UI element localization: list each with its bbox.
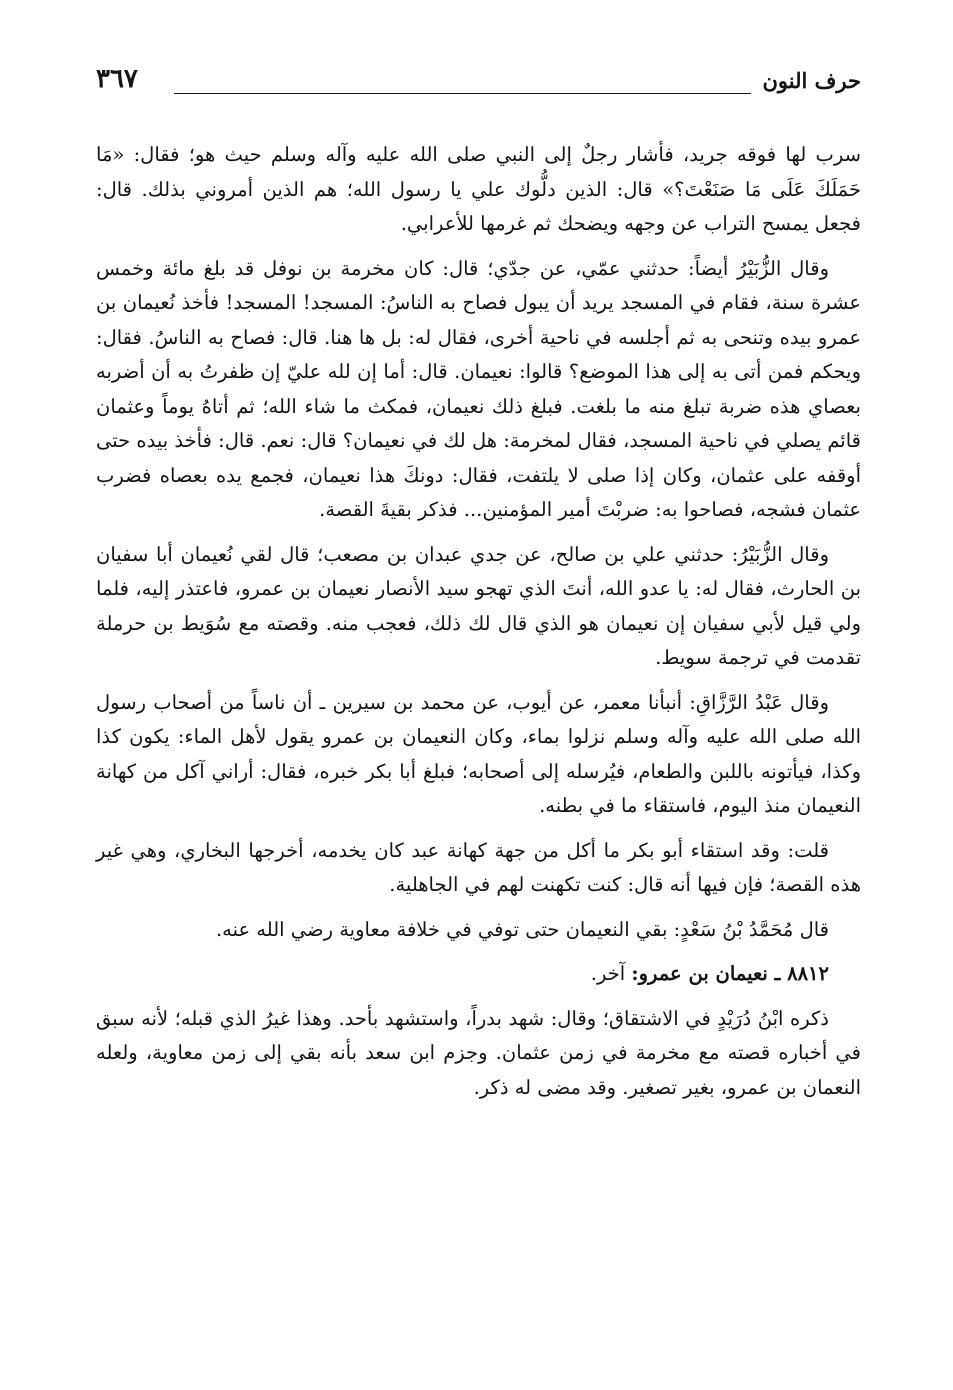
entry-heading	[96, 957, 861, 992]
paragraph-ibn-durayd: ذكره ابْنُ دُرَيْدٍ في الاشتقاق؛ وقال: شهد بدراً، واستشهد بأحد. وهذا غيرُ الذي قبله؛ لأنه سبق في أخباره قصته مع مخرمة في زمن عثمان. وجزم ابن سعد بأنه بقي إلى زمن معاوية، ولعله النعمان بن عمرو، بغير تصغير. وقد مضى له ذكر.	[96, 1006, 861, 1099]
paragraph-continued: سرب لها فوقه جريد، فأشار رجلٌ إلى النبي صلى الله عليه وآله وسلم حيث هو؛ فقال: «مَا حَمَلَكَ عَلَى مَا صَنَعْتَ؟» قال: الذين دلُّوك علي يا رسول الله؛ هم الذين أمروني بذلك. قال: فجعل يمسح التراب عن وجهه ويضحك ثم غرمها للأعرابي.	[96, 143, 861, 235]
entry-name: نعيمان بن عمرو:	[631, 962, 768, 985]
paragraph-zubayr-makhrama: وقال الزُّبَيْرُ أيضاً: حدثني عمّي، عن جدّي؛ قال: كان مخرمة بن نوفل قد بلغ مائة وخمس عشرة سنة، فقام في المسجد يريد أن يبول فصاح به الناسُ: المسجد! المسجد! فأخذ نُعيمان بن عمرو بيده وتنحى به ثم أجلسه في ناحية أخرى، فقال له: بل ها هنا. قال: فصاح به الناسُ. فقال: ويحكم فمن أتى به إلى هذا الموضع؟ قالوا: نعيمان. قال: أما إن لله عليّ إن ظفرتُ به أن أضربه بعصاي هذه ضربة تبلغ منه ما بلغت. فبلغ ذلك نعيمان، فمكث ما شاء الله؛ ثم أتاهُ يوماً وعثمان قائم يصلي في ناحية المسجد، فقال لمخرمة: هل لك في نعيمان؟ قال: نعم. قال: فأخذ بيده حتى أوقفه على عثمان، وكان إذا صلى لا يلتفت، فقال: دونكَ هذا نعيمان، فجمع يده بعصاه فضرب عثمان فشجه، فصاحوا به: ضربْتَ أمير المؤمنين... فذكر بقيةَ القصة.	[96, 256, 861, 521]
entry-note: آخر.	[590, 962, 632, 985]
page-number: ٣٦٧	[96, 64, 138, 94]
running-title: حرف النون	[762, 68, 861, 93]
running-head	[96, 62, 861, 98]
header-rule	[174, 93, 751, 94]
paragraph-ibn-saad: قال مُحَمَّدُ بْنُ سَعْدٍ: بقي النعيمان حتى توفي في خلافة معاوية رضي الله عنه.	[215, 917, 829, 941]
paragraph-zubayr-abu-sufyan: وقال الزُّبَيْرُ: حدثني علي بن صالح، عن جدي عبدان بن مصعب؛ قال لقي نُعيمان أبا سفيان بن الحارث، فقال له: يا عدو الله، أنتَ الذي تهجو سيد الأنصار نعيمان بن عمرو، فاعتذر إليه، فلما ولي قيل لأبي سفيان إن نعيمان هو الذي قال لك ذلك، فعجب منه. وقصته مع سُوَيط بن حرملة تقدمت في ترجمة سويط.	[96, 542, 861, 669]
paragraph-qultu: قلت: وقد استقاء أبو بكر ما أكل من جهة كهانة عبد كان يخدمه، أخرجها البخاري، وهي غير هذه القصة؛ فإن فيها أنه قال: كنت تكهنت لهم في الجاهلية.	[96, 838, 861, 896]
entry-number: ٨٨١٢	[787, 962, 829, 985]
entry-separator: ـ	[767, 962, 788, 985]
page-body	[96, 138, 861, 1115]
paragraph-abdulrazzaq: وقال عَبْدُ الرَّزَّاقِ: أنبأنا معمر، عن أيوب، عن محمد بن سيرين ـ أن ناساً من أصحاب رسول الله صلى الله عليه وآله وسلم نزلوا بماء، وكان النعيمان بن عمرو يقول لأهل الماء: يكون كذا وكذا، فيأتونه باللبن والطعام، فيُرسله إلى أصحابه؛ فبلغ أبا بكر خبره، فقال: أراني آكل من كهانة النعيمان منذ اليوم، فاستقاء ما في بطنه.	[96, 690, 861, 817]
